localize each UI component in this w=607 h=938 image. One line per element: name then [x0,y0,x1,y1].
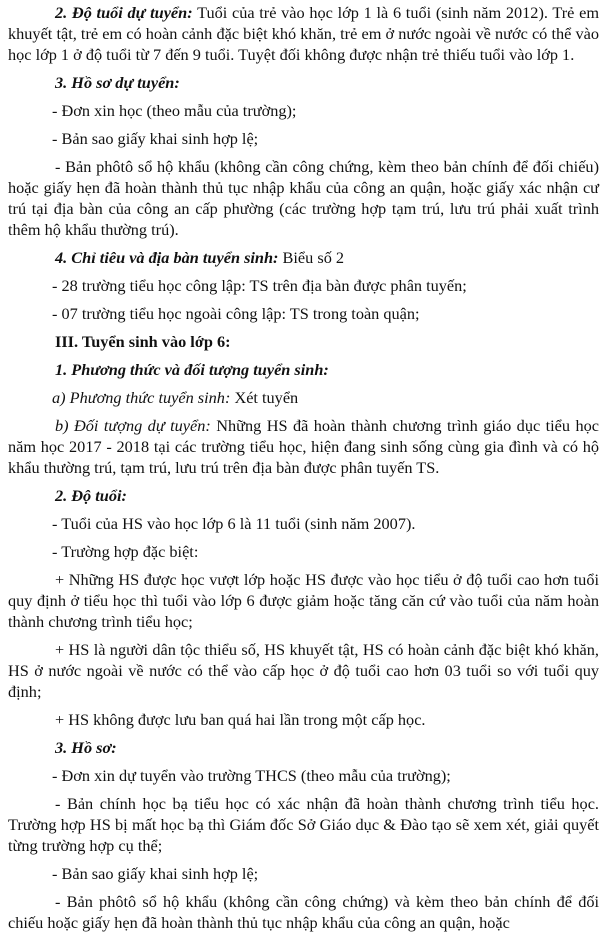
method-paragraph [8,387,599,408]
list-item: - Tuổi của HS vào học lớp 6 là 11 tuổi (sinh năm 2007). [52,514,416,533]
age-paragraph [8,2,599,65]
list-item: - Bản phôtô sổ hộ khẩu (không cần công chứng) và kèm theo bản chính để đối chiếu hoặc giấy hẹn đã hoàn thành thủ tục nhập khẩu của công an quận, hoặc [8,892,599,932]
list-item: - Đơn xin học (theo mẫu của trường); [52,101,297,120]
subsection-heading: 3. Hồ sơ: [55,738,117,757]
list-item: - Bản chính học bạ tiểu học có xác nhận đã hoàn thành chương trình tiểu học. Trường hợp HS bị mất học bạ thì Giám đốc Sở Giáo dục & Đào tạo sẽ xem xét, giải quyết từng trường hợp cụ thể; [8,794,599,855]
section-heading: 3. Hồ sơ dự tuyển: [55,73,180,92]
section-heading: 2. Độ tuổi dự tuyển: [55,3,193,22]
paragraph-text: Những HS đã hoàn thành chương trình giáo dục tiểu học năm học 2017 - 2018 tại các trường tiểu học, hiện đang sinh sống cùng gia đình và có hộ khẩu thường trú, tạm trú, lưu trú trên địa bàn được phân tuyến TS. [8,416,599,477]
list-item: - Bản sao giấy khai sinh hợp lệ; [52,129,259,148]
paragraph-text: Biểu số 2 [278,248,345,267]
list-item: - Bản phôtô sổ hộ khẩu (không cần công chứng, kèm theo bản chính để đối chiếu) hoặc giấy hẹn đã hoàn thành thủ tục nhập khẩu của công an quận, hoặc giấy xác nhận cư trú tại địa bàn của công an cấp phường (các trường hợp tạm trú, lưu trú phải xuất trình thêm hộ khẩu thường trú). [8,157,599,239]
list-item: + Những HS được học vượt lớp hoặc HS được vào học tiểu ở độ tuổi cao hơn tuổi quy định ở tiểu học thì tuổi vào lớp 6 được giảm hoặc tăng căn cứ vào tuổi của năm hoàn thành chương trình tiểu học; [8,570,599,631]
list-item: - 07 trường tiểu học ngoài công lập: TS trong toàn quận; [52,304,420,323]
subsection-heading: 2. Độ tuổi: [55,486,127,505]
list-item: - Trường hợp đặc biệt: [52,542,199,561]
list-item: + HS là người dân tộc thiểu số, HS khuyết tật, HS có hoàn cảnh đặc biệt khó khăn, HS ở nước ngoài về nước có thể vào cấp học ở độ tuổi cao hơn 03 tuổi so với tuổi quy định; [8,640,599,701]
paragraph-text: Tuổi của trẻ vào học lớp 1 là 6 tuổi (sinh năm 2012). Trẻ em khuyết tật, trẻ em có hoàn cảnh đặc biệt khó khăn, trẻ em ở nước ngoài về nước có thể vào học lớp 1 ở độ tuổi từ 7 đến 9 tuổi. Tuyệt đối không được nhận trẻ thiếu tuổi vào lớp 1. [8,3,599,64]
item-label: b) Đối tượng dự tuyển: [55,416,211,435]
list-item: - Bản sao giấy khai sinh hợp lệ; [52,864,259,883]
section-heading: 4. Chỉ tiêu và địa bàn tuyển sinh: [55,248,279,267]
list-item: - Đơn xin dự tuyển vào trường THCS (theo mẫu của trường); [52,766,451,785]
subsection-heading: 1. Phương thức và đối tượng tuyển sinh: [55,360,329,379]
paragraph-text: Xét tuyển [230,388,299,407]
list-item: + HS không được lưu ban quá hai lần trong một cấp học. [55,710,426,729]
quota-paragraph [8,247,599,268]
item-label: a) Phương thức tuyển sinh: [52,388,231,407]
list-item: - 28 trường tiểu học công lập: TS trên địa bàn được phân tuyến; [52,276,467,295]
part-heading: III. Tuyển sinh vào lớp 6: [55,332,231,351]
target-paragraph [8,415,599,478]
